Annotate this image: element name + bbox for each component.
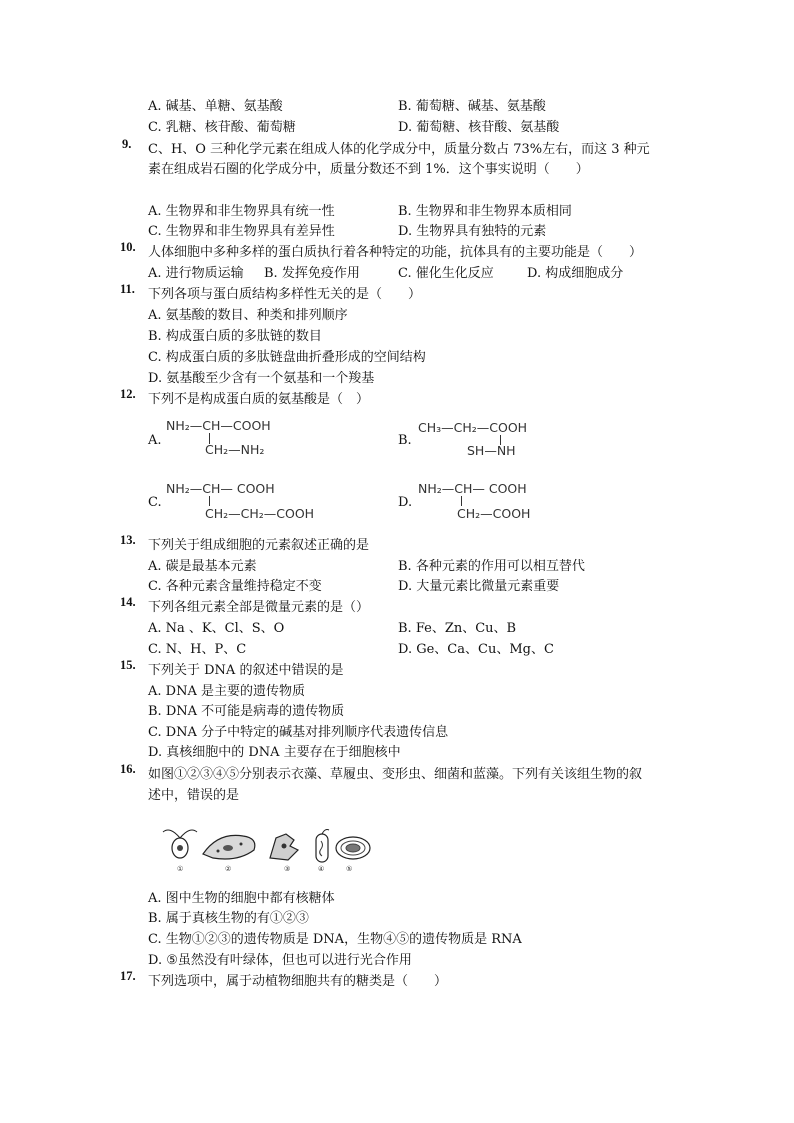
q14-option-c: C. N、H、P、C (148, 642, 247, 657)
q9-number: 9. (122, 137, 132, 151)
q10-number: 10. (120, 240, 136, 254)
q9-stem-line2: 素在组成岩石圈的化学成分中，质量分数还不到 1%．这个事实说明（ ） (148, 162, 589, 177)
q10-stem: 人体细胞中多种多样的蛋白质执行着各种特定的功能，抗体具有的主要功能是（ ） (148, 245, 643, 260)
q15-option-a: A. DNA 是主要的遗传物质 (148, 684, 305, 699)
q13-option-d: D. 大量元素比微量元素重要 (398, 579, 560, 594)
bacterium-image (316, 830, 329, 863)
q10-option-a: A. 进行物质运输 (148, 266, 244, 281)
q14-option-b: B. Fe、Zn、Cu、B (398, 621, 517, 636)
q9-option-b: B. 生物界和非生物界本质相同 (398, 204, 572, 219)
q12-formula-b-bottom: SH—NH (467, 443, 516, 458)
figure-label-4: ④ (318, 865, 325, 873)
q12-formula-b-top: CH₃—CH₂—COOH (418, 420, 528, 435)
q8-option-c: C. 乳糖、核苷酸、葡萄糖 (148, 120, 296, 135)
q12-formula-a-bottom: CH₂—NH₂ (205, 442, 265, 457)
cyanobacterium-image (336, 837, 370, 859)
q9-stem-line1: C、H、O 三种化学元素在组成人体的化学成分中，质量分数占 73%左右，而这 3 种元 (148, 142, 650, 157)
q15-option-c: C. DNA 分子中特定的碱基对排列顺序代表遗传信息 (148, 725, 449, 740)
amoeba-image (270, 834, 298, 860)
q12-option-b-label: B. (398, 433, 412, 448)
q12-stem: 下列不是构成蛋白质的氨基酸是（ ） (148, 392, 370, 407)
q11-option-b: B. 构成蛋白质的多肽链的数目 (148, 329, 322, 344)
figure-label-1: ① (177, 865, 184, 873)
q15-option-b: B. DNA 不可能是病毒的遗传物质 (148, 704, 345, 719)
q12-option-d-label: D. (398, 495, 413, 510)
q10-option-c: C. 催化生化反应 (398, 266, 494, 281)
q12-formula-d-bond (461, 496, 462, 506)
q13-option-c: C. 各种元素含量维持稳定不变 (148, 579, 322, 594)
q11-option-a: A. 氨基酸的数目、种类和排列顺序 (148, 308, 348, 323)
q13-option-a: A. 碳是最基本元素 (148, 559, 257, 574)
q12-formula-d-top: NH₂—CH— COOH (418, 481, 527, 496)
q13-number: 13. (120, 533, 136, 547)
q15-stem: 下列关于 DNA 的叙述中错误的是 (148, 663, 344, 678)
q13-stem: 下列关于组成细胞的元素叙述正确的是 (148, 538, 370, 553)
q17-number: 17. (120, 969, 136, 983)
q12-option-c-label: C. (148, 495, 162, 510)
q9-option-d: D. 生物界具有独特的元素 (398, 224, 547, 239)
q12-formula-d-bottom: CH₂—COOH (457, 506, 531, 521)
figure-label-5: ⑤ (346, 865, 353, 873)
q11-stem: 下列各项与蛋白质结构多样性无关的是（ ） (148, 287, 422, 302)
q10-option-b: B. 发挥免疫作用 (264, 266, 360, 281)
q9-option-a: A. 生物界和非生物界具有统一性 (148, 204, 335, 219)
q16-stem-line2: 述中，错误的是 (148, 788, 240, 803)
q11-number: 11. (120, 282, 135, 296)
q12-formula-a-top: NH₂—CH—COOH (166, 418, 271, 433)
q16-option-a: A. 图中生物的细胞中都有核糖体 (148, 891, 335, 906)
q15-option-d: D. 真核细胞中的 DNA 主要存在于细胞核中 (148, 745, 401, 760)
q12-number: 12. (120, 387, 136, 401)
q12-option-a-label: A. (148, 433, 162, 448)
q13-option-b: B. 各种元素的作用可以相互替代 (398, 559, 585, 574)
q16-number: 16. (120, 762, 136, 776)
q8-option-d: D. 葡萄糖、核苷酸、氨基酸 (398, 120, 560, 135)
q11-option-c: C. 构成蛋白质的多肽链盘曲折叠形成的空间结构 (148, 350, 426, 365)
q14-option-a: A. Na 、K、Cl、S、O (148, 621, 285, 636)
q15-number: 15. (120, 658, 136, 672)
paramecium-image (203, 835, 255, 859)
q12-formula-c-bond (209, 496, 210, 506)
q16-option-c: C. 生物①②③的遗传物质是 DNA，生物④⑤的遗传物质是 RNA (148, 932, 522, 947)
q11-option-d: D. 氨基酸至少含有一个氨基和一个羧基 (148, 371, 375, 386)
q16-option-d: D. ⑤虽然没有叶绿体，但也可以进行光合作用 (148, 953, 412, 968)
q8-option-b: B. 葡萄糖、碱基、氨基酸 (398, 99, 546, 114)
figure-label-2: ② (225, 865, 232, 873)
q17-stem: 下列选项中，属于动植物细胞共有的糖类是（ ） (148, 974, 448, 989)
q12-formula-c-bottom: CH₂—CH₂—COOH (205, 506, 315, 521)
q14-number: 14. (120, 595, 136, 609)
q14-stem: 下列各组元素全部是微量元素的是（） (148, 600, 370, 615)
q12-formula-c-top: NH₂—CH— COOH (166, 481, 275, 496)
q16-stem-line1: 如图①②③④⑤分别表示衣藻、草履虫、变形虫、细菌和蓝藻。下列有关该组生物的叙 (148, 767, 643, 782)
q8-option-a: A. 碱基、单糖、氨基酸 (148, 99, 283, 114)
q16-option-b: B. 属于真核生物的有①②③ (148, 911, 309, 926)
q9-option-c: C. 生物界和非生物界具有差异性 (148, 224, 335, 239)
q10-option-d: D. 构成细胞成分 (527, 266, 624, 281)
figure-label-3: ③ (284, 865, 291, 873)
chlamydomonas-image (163, 830, 197, 858)
q14-option-d: D. Ge、Ca、Cu、Mg、C (398, 642, 554, 657)
organisms-figure (158, 824, 378, 874)
